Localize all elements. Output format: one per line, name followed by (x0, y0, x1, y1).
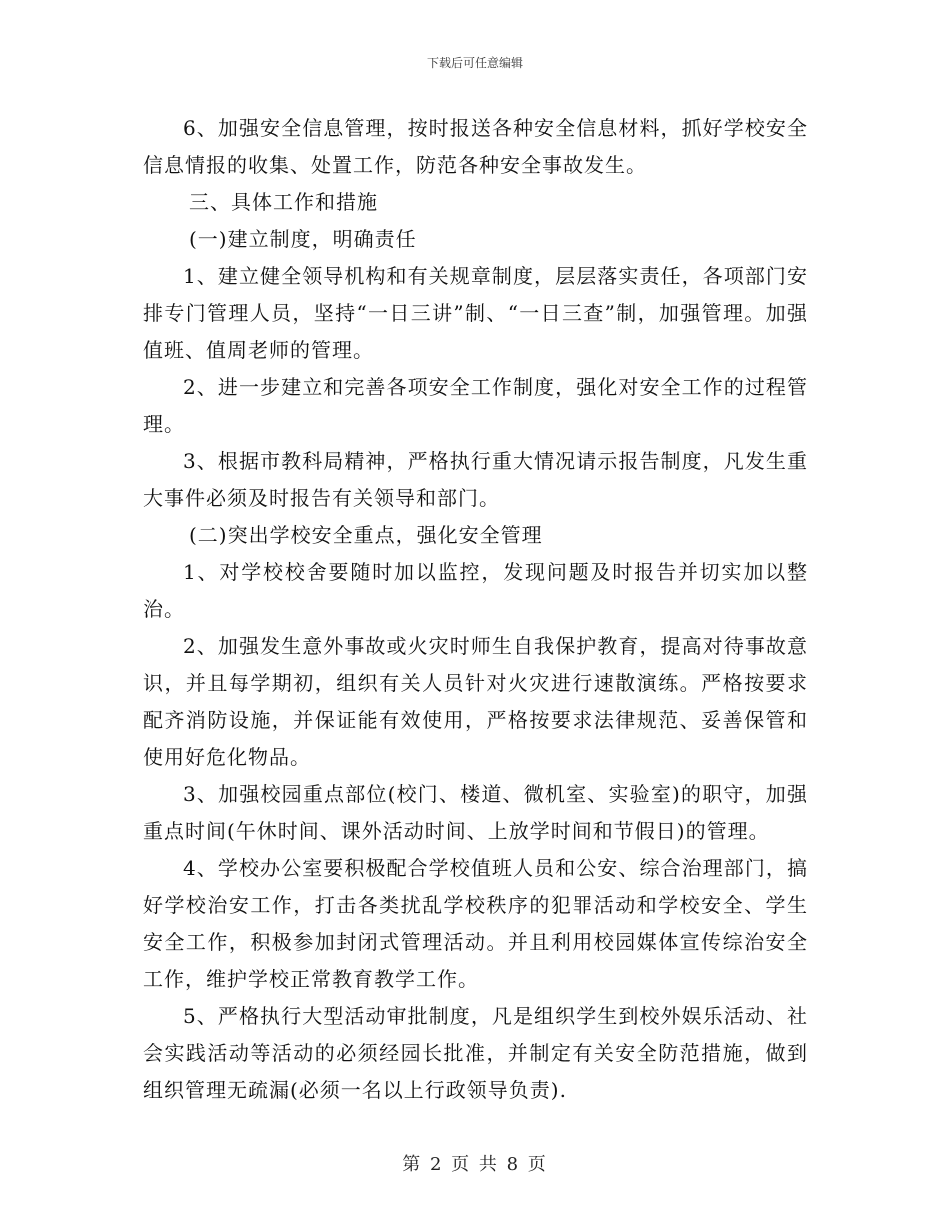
paragraph-activity-approval: 5、严格执行大型活动审批制度，凡是组织学生到校外娱乐活动、社会实践活动等活动的必须经园长批准，并制定有关安全防范措施，做到组织管理无疏漏(必须一名以上行政领导负责). (143, 1004, 808, 1102)
paragraph-fire-education: 2、加强发生意外事故或火灾时师生自我保护教育，提高对待事故意识，并且每学期初，组织有关人员针对火灾进行速散演练。严格按要求配齐消防设施，并保证能有效使用，严格按要求法律规范、妥善保管和使用好危化物品。 (143, 634, 808, 769)
page-header: 下载后可任意编辑 (426, 56, 523, 70)
page-number: 第 2 页 共 8 页 (402, 1154, 548, 1175)
paragraph-reporting: 3、根据市教科局精神，严格执行重大情况请示报告制度，凡发生重大事件必须及时报告有关领导和部门。 (143, 449, 808, 510)
document-body (143, 110, 808, 1109)
paragraph-key-areas: 3、加强校园重点部位(校门、楼道、微机室、实验室)的职守，加强重点时间(午休时间、课外活动时间、上放学时间和节假日)的管理。 (143, 782, 808, 843)
paragraph-leadership: 1、建立健全领导机构和有关规章制度，层层落实责任，各项部门安排专门管理人员，坚持“一日三讲”制、“一日三查”制，加强管理。加强值班、值周老师的管理。 (143, 264, 808, 362)
paragraph-safety-system: 2、进一步建立和完善各项安全工作制度，强化对安全工作的过程管理。 (143, 375, 808, 436)
paragraph-safety-info: 6、加强安全信息管理，按时报送各种安全信息材料，抓好学校安全信息情报的收集、处置工作，防范各种安全事故发生。 (143, 116, 808, 177)
section-heading-measures: 三、具体工作和措施 (189, 190, 378, 214)
subheading-system-responsibility: (一)建立制度，明确责任 (189, 227, 417, 251)
paragraph-security-work: 4、学校办公室要积极配合学校值班人员和公安、综合治理部门，搞好学校治安工作，打击各类扰乱学校秩序的犯罪活动和学校安全、学生安全工作，积极参加封闭式管理活动。并且利用校园媒体宣传综治安全工作，维护学校正常教育教学工作。 (143, 856, 808, 991)
paragraph-building-monitoring: 1、对学校校舍要随时加以监控，发现问题及时报告并切实加以整治。 (143, 560, 808, 621)
subheading-safety-focus: (二)突出学校安全重点，强化安全管理 (189, 523, 543, 547)
